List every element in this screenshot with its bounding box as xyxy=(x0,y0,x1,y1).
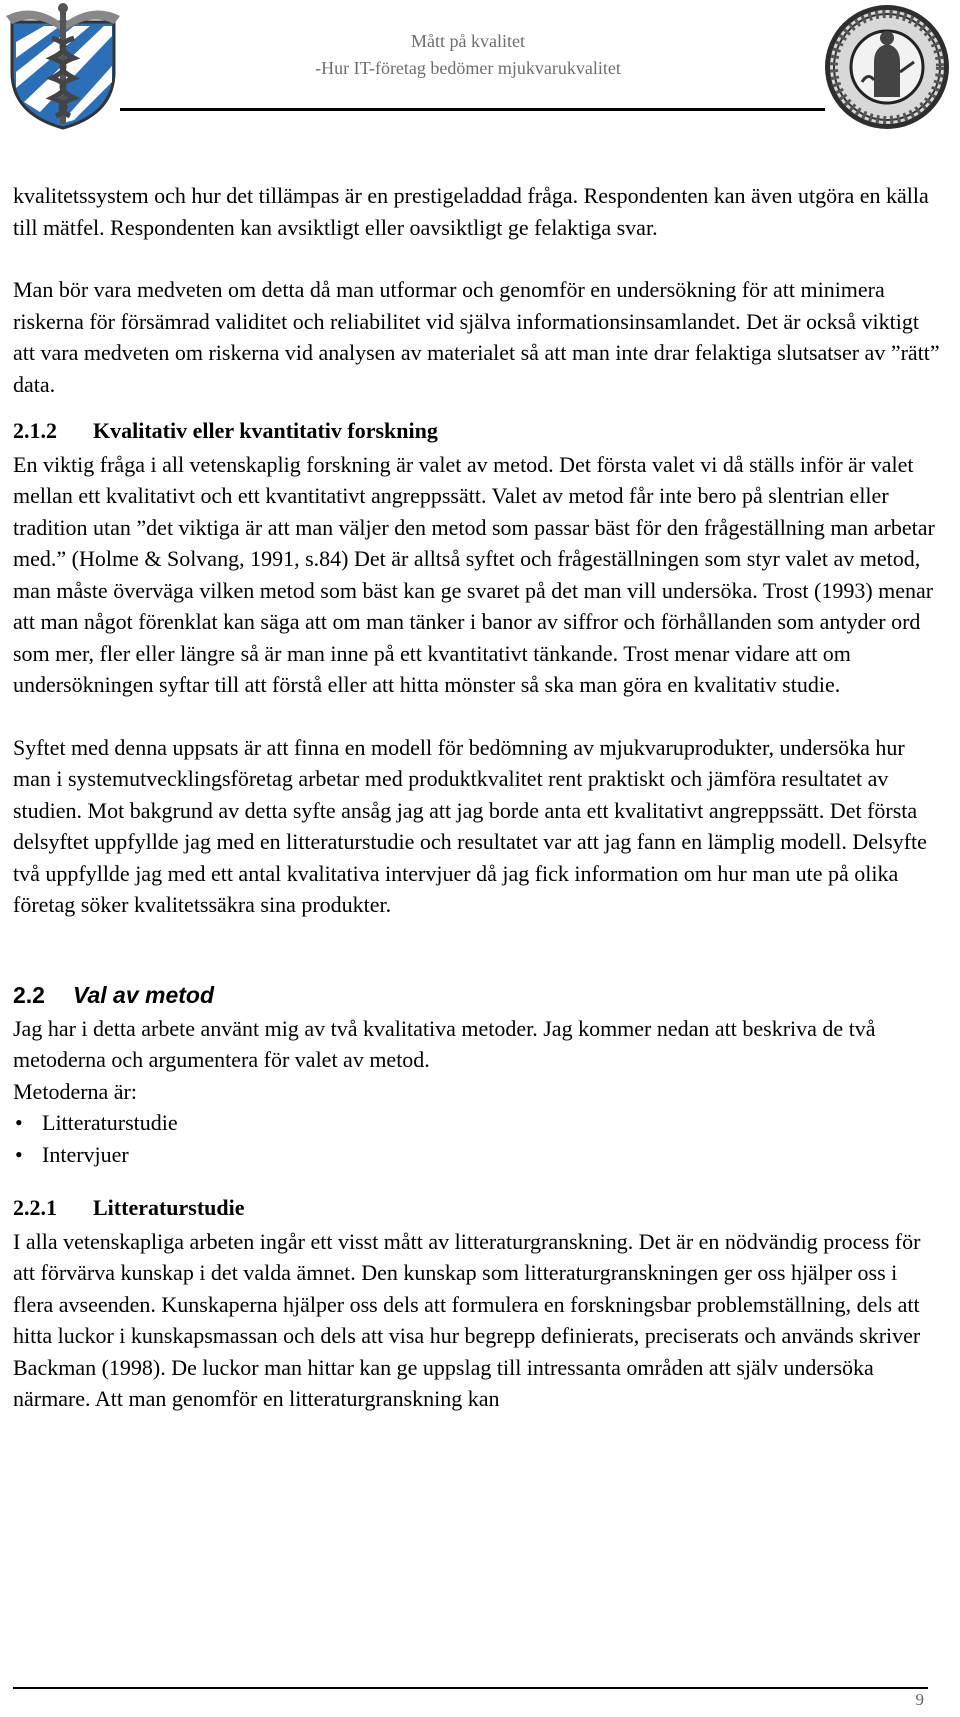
university-seal-icon xyxy=(822,2,952,132)
page-header xyxy=(0,0,960,120)
header-title: Mått på kvalitet xyxy=(411,31,525,51)
paragraph: I alla vetenskapliga arbeten ingår ett visst mått av litteraturgranskning. Det är en nödvändig process för att förvärva kunskap i det valda ämnet. Den kunskap som litteraturgranskningen ger oss hjälper oss i flera avseenden. Kunskaperna hjälper oss dels att formulera en forskningsbar problemställning, dels att hitta luckor i kunskapsmassan och dels att visa hur begrepp definierats, preciserats och används skriver Backman (1998). De luckor man hittar kan ge uppslag till intressanta områden att själv undersöka närmare. Att man genomför en litteraturgranskning kan xyxy=(13,1228,921,1411)
footer-divider xyxy=(13,1687,928,1689)
section-title: Litteraturstudie xyxy=(93,1195,245,1220)
section-heading-2-1-2 xyxy=(13,415,943,447)
section-number: 2.2 xyxy=(13,981,45,1008)
page-number: 9 xyxy=(915,1690,924,1709)
list-item: • Intervjuer xyxy=(13,1139,943,1171)
paragraph: kvalitetssystem och hur det tillämpas är en prestigeladdad fråga. Respondenten kan även utgöra en källa till mätfel. Respondenten kan avsiktligt eller oavsiktligt ge felaktiga svar. xyxy=(13,183,929,240)
section-heading-2-2-1 xyxy=(13,1192,943,1224)
header-divider xyxy=(120,108,825,111)
bullet-icon: • xyxy=(15,1141,23,1167)
paragraph: Metoderna är: xyxy=(13,1078,137,1104)
paragraph: Jag har i detta arbete använt mig av två kvalitativa metoder. Jag kommer nedan att beskriva de två metoderna och argumentera för valet av metod. xyxy=(13,1015,876,1072)
section-number: 2.2.1 xyxy=(13,1195,57,1220)
section-number: 2.1.2 xyxy=(13,418,57,443)
section-heading-2-2 xyxy=(13,979,943,1011)
caduceus-crest-icon xyxy=(4,2,122,130)
paragraph: Man bör vara medveten om detta då man utformar och genomför en undersökning för att minimera riskerna för försämrad validitet och reliabilitet vid själva informationsinsamlandet. Det är också viktigt att vara medveten om riskerna vid analysen av materialet så att man inte drar felaktiga slutsatser av ”rätt” data. xyxy=(13,277,940,397)
list-item: • Litteraturstudie xyxy=(13,1107,943,1139)
paragraph: En viktig fråga i all vetenskaplig forskning är valet av metod. Det första valet vi då ställs inför är valet mellan ett kvalitativt och ett kvantitativt angreppssätt. Valet av metod får inte bero på slentrian eller tradition utan ”det viktiga är att man väljer den metod som passar bäst för den frågeställning man arbetar med.” (Holme & Solvang, 1991, s.84) Det är alltså syftet och frågeställningen som styr valet av metod, man måste överväga vilken metod som bäst kan ge svaret på det man vill undersöka. Trost (1993) menar att man något förenklat kan säga att om man tänker i banor av siffror och förhållanden som antyder ord som mer, fler eller längre så är man inne på ett kvantitativt tänkande. Trost menar vidare att om undersökningen syftar till att förstå eller att hitta mönster så ska man göra en kvalitativ studie. xyxy=(13,451,935,697)
section-title: Kvalitativ eller kvantitativ forskning xyxy=(93,418,438,443)
method-list xyxy=(13,1107,943,1170)
paragraph: Syftet med denna uppsats är att finna en modell för bedömning av mjukvaruprodukter, undersöka hur man i systemutvecklingsföretag arbetar med produktkvalitet rent praktiskt och jämföra resultatet av studien. Mot bakgrund av detta syfte ansåg jag att jag borde anta ett kvalitativt angreppssätt. Det första delsyftet uppfyllde jag med en litteraturstudie och resultatet var att jag fann en lämplig modell. Delsyfte två uppfyllde jag med ett antal kvalitativa intervjuer då jag fick information om hur man ute på olika företag söker kvalitetssäkra sina produkter. xyxy=(13,734,927,917)
header-subtitle: -Hur IT-företag bedömer mjukvarukvalitet xyxy=(315,58,621,78)
section-title: Val av metod xyxy=(73,981,215,1008)
bullet-icon: • xyxy=(15,1110,23,1135)
document-body xyxy=(13,180,943,1415)
